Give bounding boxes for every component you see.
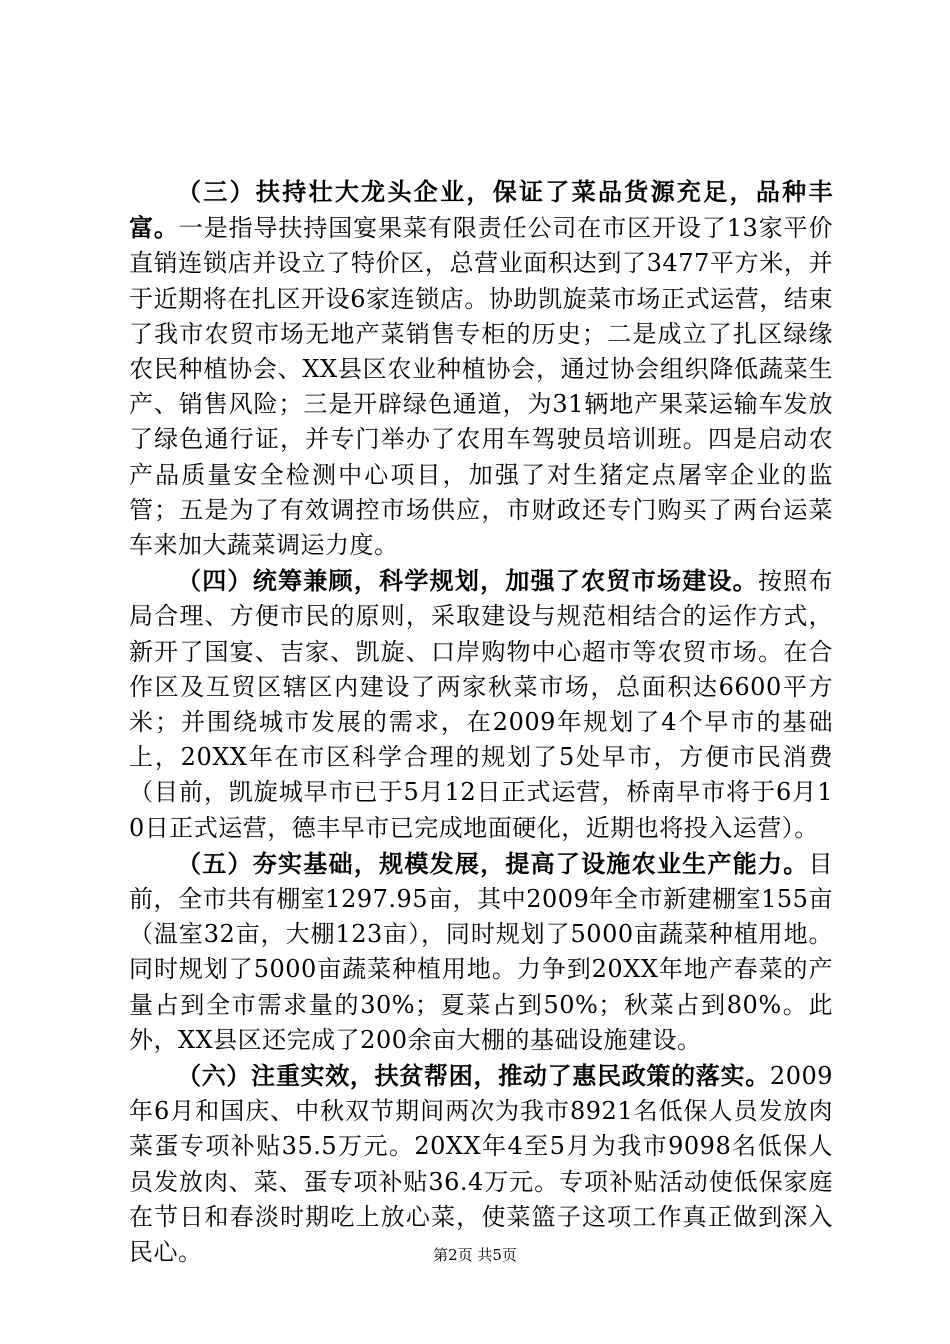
section-text: 一是指导扶持国宴果菜有限责任公司在市区开设了13家平价直销连锁店并设立了特价区，总营业面积达到了3477平方米，并于近期将在扎区开设6家连锁店。协助凯旋菜市场正式运营，结束了我市农贸市场无地产菜销售专柜的历史；二是成立了扎区绿缘农民种植协会、XX县区农业种植协会，通过协会组织降低蔬菜生产、销售风险；三是开辟绿色通道，为31辆地产果菜运输车发放了绿色通行证，并专门举办了农用车驾驶员培训班。四是启动农产品质量安全检测中心项目，加强了对生猪定点屠宰企业的监管；五是为了有效调控市场供应，市财政还专门购买了两台运菜车来加大蔬菜调运力度。 (129, 214, 833, 560)
paragraph-section-5 (129, 846, 833, 1058)
page-number-footer: 第2页 共5页 (433, 1246, 517, 1264)
section-text: 2009年6月和国庆、中秋双节期间两次为我市8921名低保人员发放肉菜蛋专项补贴35.5万元。20XX年4至5月为我市9098名低保人员发放肉、菜、蛋专项补贴36.4万元。专项补贴活动使低保家庭在节日和春淡时期吃上放心菜，使菜篮子这项工作真正做到深入民心。 (129, 1062, 833, 1267)
paragraph-section-4 (129, 563, 833, 846)
section-text: 按照布局合理、方便市民的原则，采取建设与规范相结合的运作方式，新开了国宴、吉家、凯旋、口岸购物中心超市等农贸市场。在合作区及互贸区辖区内建设了两家秋菜市场，总面积达6600平方米；并围绕城市发展的需求，在2009年规划了4个早市的基础上，20XX年在市区科学合理的规划了5处早市，方便市民消费（目前，凯旋城早市已于5月12日正式运营，桥南早市将于6月10日正式运营，德丰早市已完成地面硬化，近期也将投入运营）。 (129, 567, 834, 842)
section-heading: （三）扶持壮大龙头企业，保证了菜品货源充足，品种丰富。 (129, 177, 833, 243)
paragraph-section-6 (129, 1058, 833, 1270)
document-body (129, 174, 833, 1270)
section-heading: （五）夯实基础，规模发展，提高了设施农业生产能力。 (177, 848, 809, 878)
section-heading: （四）统筹兼顾，科学规划，加强了农贸市场建设。 (177, 566, 758, 596)
section-text: 目前，全市共有棚室1297.95亩，其中2009年全市新建棚室155亩（温室32亩，大棚123亩），同时规划了5000亩蔬菜种植用地。同时规划了5000亩蔬菜种植用地。力争到20XX年地产春菜的产量占到全市需求量的30%；夏菜占到50%；秋菜占到80%。此外，XX县区还完成了200余亩大棚的基础设施建设。 (129, 849, 833, 1054)
paragraph-section-3 (129, 174, 833, 563)
section-heading: （六）注重实效，扶贫帮困，推动了惠民政策的落实。 (177, 1061, 770, 1091)
